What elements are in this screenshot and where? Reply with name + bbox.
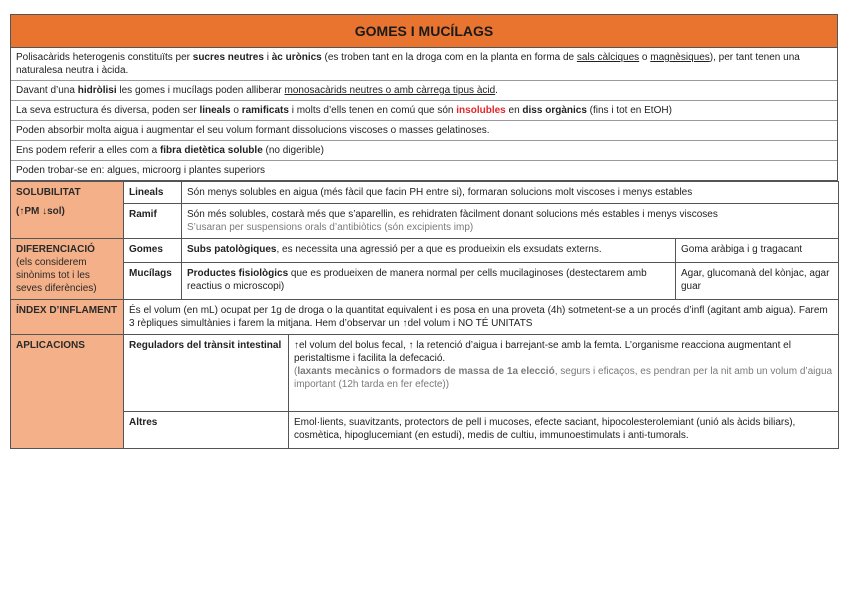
altres-text: Emol·lients, suavitzants, protectors de pell i mucoses, efecte saciant, hipocolesterolemiant (unió als àcids biliars), cosmètica, hipoglucemiant (en estudi), medis de cultiu, immunoestimulats i anti-tumorals.: [289, 412, 839, 449]
text-bold: Subs patològiques: [187, 244, 277, 255]
text-bold: diss orgànics: [522, 105, 587, 116]
text: i: [263, 52, 272, 63]
intro-row-4: Poden absorbir molta aigua i augmentar el seu volum formant dissolucions viscoses o masses gelatinoses.: [11, 121, 837, 141]
text-bold: àc urònics: [271, 52, 322, 63]
text-note: [294, 365, 833, 391]
text-bold: sucres neutres: [192, 52, 264, 63]
text: Són més solubles, costarà més que s’aparellin, es rehidraten fàcilment donant solucions més estables i menys viscoses: [187, 209, 718, 220]
text: .: [495, 85, 498, 96]
index-label: ÍNDEX D’INFLAMENT: [11, 300, 124, 335]
ramif-text: [182, 204, 839, 239]
lineals-label: Lineals: [124, 182, 182, 204]
text: (es troben tant en la droga com en la planta en forma de: [321, 52, 577, 63]
intro-row-6: Poden trobar-se en: algues, microorg i plantes superiors: [11, 161, 837, 181]
altres-label: Altres: [124, 412, 289, 449]
reguladors-text: [289, 335, 839, 412]
text-bold: laxants mecànics o formadors de massa de 1a elecció: [297, 366, 555, 377]
text: o: [639, 52, 651, 63]
intro-row-5: [11, 141, 837, 161]
text-highlight: insolubles: [456, 105, 506, 116]
table-row: [11, 262, 839, 299]
text: ), per tant tenen una naturalesa neutra i àcida.: [16, 52, 800, 76]
text: (fins i tot en EtOH): [586, 105, 672, 116]
reguladors-label: Reguladors del trànsit intestinal: [124, 335, 289, 412]
document: [10, 14, 838, 449]
table-row: [11, 300, 839, 335]
intro-row-3: [11, 101, 837, 121]
text: que es produeixen de manera normal per cells mucilaginoses (destectarem amb reactius o microscopi): [187, 267, 647, 292]
label-text: DIFERENCIACIÓ: [16, 244, 95, 255]
table-row: [11, 412, 839, 449]
text-bold: ramificats: [241, 105, 289, 116]
intro-block: [10, 48, 838, 181]
gomes-label: Gomes: [124, 239, 182, 263]
text: i molts d’ells tenen en comú que són: [288, 105, 457, 116]
intro-row-2: [11, 81, 837, 101]
text: Polisacàrids heterogenis constituïts per: [16, 52, 193, 63]
text: ↑el volum del bolus fecal, ↑ la retenció d’aigua i barrejant-se amb la femta. L’organisme reacciona augmentant el peristaltisme i facilita la defecació.: [294, 340, 791, 364]
gomes-text: [182, 239, 676, 263]
text-bold: lineals: [199, 105, 231, 116]
label-text: SOLUBILITAT: [16, 187, 81, 198]
text: (: [294, 366, 298, 377]
properties-table: [10, 181, 839, 449]
table-row: [11, 182, 839, 204]
text-bold: Productes fisiològics: [187, 267, 289, 279]
page-title: GOMES I MUCÍLAGS: [10, 14, 838, 48]
text-note: S’usaran per suspensions orals d’antibiòtics (són excipients imp): [187, 222, 474, 233]
index-text: És el volum (en mL) ocupat per 1g de droga o la quantitat equivalent i es posa en una proveta (4h) sotmetent-se a un procés d’infl (agitant amb aigua). Farem 3 rèpliques simultànies i farem la mitjana. Hem d’observar un ↑del volum i NO TÉ UNITATS: [124, 300, 839, 335]
table-row: [11, 204, 839, 239]
text: o: [230, 105, 242, 116]
mucilags-label: Mucílags: [124, 262, 182, 299]
text-underline: magnèsiques: [650, 52, 710, 63]
text-underline: monosacàrids neutres o amb càrrega tipus àcid: [284, 85, 496, 96]
table-row: [11, 335, 839, 412]
text: La seva estructura és diversa, poden ser: [16, 105, 200, 116]
label-sub: (els considerem sinònims tot i les seves diferències): [16, 257, 97, 294]
text: , segurs i eficaços, es pendran per la nit amb un volum d’aigua important (12h tarda en fer efecte)): [294, 366, 833, 390]
text: , es necessita una agressió per a que es produeixin els exsudats externs.: [276, 244, 602, 255]
text: en: [505, 105, 523, 116]
text: Ens podem referir a elles com a: [16, 145, 160, 156]
intro-row-1: [11, 48, 837, 81]
gomes-examples: Goma aràbiga i g tragacant: [676, 239, 839, 263]
solubilitat-label: [11, 182, 124, 239]
diferenciacio-label: [11, 239, 124, 300]
label-sub: (↑PM ↓sol): [16, 206, 65, 217]
text: les gomes i mucílags poden alliberar: [116, 85, 285, 96]
text-bold: hidròlisi: [77, 85, 117, 96]
text-underline: sals càlciques: [576, 52, 640, 63]
text-bold: fibra dietètica soluble: [159, 145, 263, 156]
mucilags-text: [182, 262, 676, 299]
text: Davant d’una: [16, 85, 78, 96]
ramif-label: Ramif: [124, 204, 182, 239]
mucilags-examples: Agar, glucomanà del kònjac, agar guar: [676, 262, 839, 299]
table-row: [11, 239, 839, 263]
text: (no digerible): [262, 145, 324, 156]
lineals-text: Són menys solubles en aigua (més fàcil que facin PH entre si), formaran solucions molt viscoses i menys estables: [182, 182, 839, 204]
aplicacions-label: APLICACIONS: [11, 335, 124, 449]
